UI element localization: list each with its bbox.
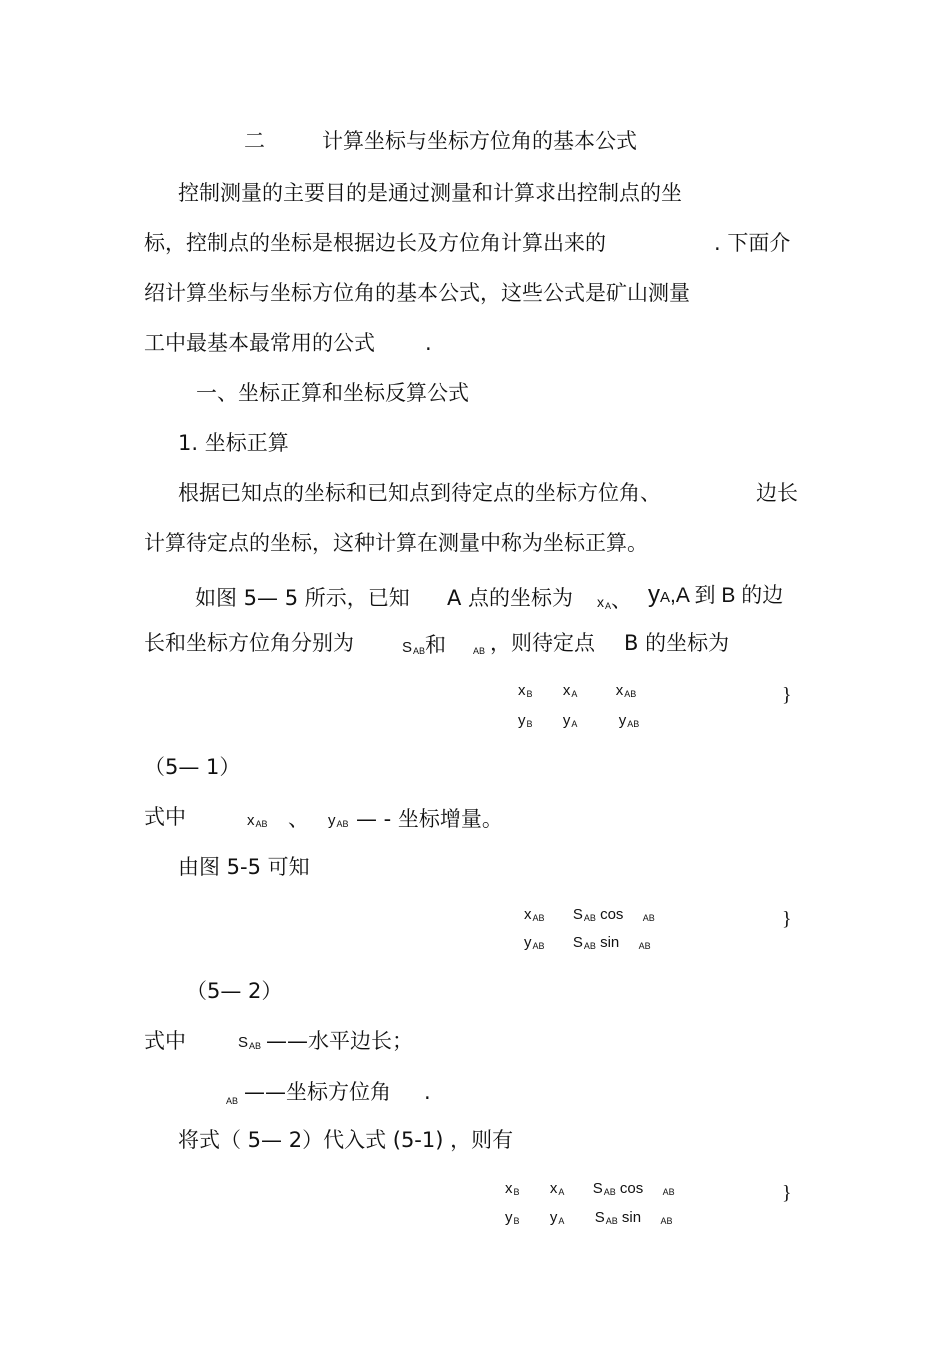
para3-line-1a: 如图 5— 5 所示，已知 [195, 586, 410, 610]
eq1-brace: } [782, 684, 792, 706]
where2-s-desc: ——水平边长； [266, 1029, 413, 1053]
from-figure-line: 由图 5-5 可知 [178, 855, 310, 879]
where2-a-desc: ——坐标方位角 [244, 1080, 391, 1104]
para3-line-2a: 长和坐标方位角分别为 [144, 631, 354, 655]
where2-s: $S_{AB}$ [238, 1034, 262, 1051]
substitute-line: 将式（ 5— 2）代入式 (5-1) ，则有 [178, 1128, 514, 1152]
where2-alpha-sub: AB [226, 1096, 239, 1106]
eq2-row-1: $x_{AB}$ $S_{AB}$ cos $_{AB}$ [524, 906, 655, 923]
para2-line-2: 计算待定点的坐标，这种计算在测量中称为坐标正算。 [144, 531, 648, 555]
para3-s-ab: $S_{AB}$和 [402, 633, 447, 657]
eq3-row-1: $x_B$ $x_A$ $S_{AB}$ cos $_{AB}$ [505, 1180, 675, 1197]
heading-title: 计算坐标与坐标方位角的基本公式 [322, 129, 637, 153]
para2-line-1-end: 边长 [756, 481, 798, 505]
para3-xa: $x_A$、 [597, 588, 633, 612]
where2-label: 式中 [144, 1029, 186, 1053]
where1-label: 式中 [144, 805, 186, 829]
para2-line-1: 根据已知点的坐标和已知点到待定点的坐标方位角、 [178, 481, 661, 505]
para3-line-2c: B 的坐标为 [624, 631, 730, 655]
heading-number: 二 [244, 129, 265, 153]
para3-line-1b: A 点的坐标为 [447, 586, 574, 610]
para3-line-2b: ，则待定点 [490, 631, 595, 655]
subsection-heading: 1. 坐标正算 [178, 431, 289, 455]
where1-sep: 、 [288, 807, 309, 831]
para3-alpha-sub: AB [473, 646, 486, 656]
where1-x: $x_{AB}$ [247, 812, 268, 829]
where2-dot: . [424, 1080, 431, 1104]
eq1-label: （5— 1） [144, 755, 241, 779]
intro-line-2-end: . 下面介 [714, 231, 791, 255]
intro-line-4-dot: . [425, 331, 432, 355]
intro-line-4: 工中最基本最常用的公式 [144, 331, 375, 355]
para3-ya: yA,A 到 B 的边 [648, 581, 784, 608]
where1-y: $y_{AB}$ [328, 812, 349, 829]
eq2-row-2: $y_{AB}$ $S_{AB}$ sin $_{AB}$ [524, 934, 651, 951]
eq2-label: （5— 2） [186, 979, 283, 1003]
where1-desc: — - 坐标增量。 [356, 807, 503, 831]
intro-line-2: 标，控制点的坐标是根据边长及方位角计算出来的 [144, 231, 606, 255]
intro-line-3: 绍计算坐标与坐标方位角的基本公式，这些公式是矿山测量 [144, 281, 690, 305]
eq2-brace: } [782, 908, 792, 930]
eq3-row-2: $y_B$ $y_A$ $S_{AB}$ sin $_{AB}$ [505, 1209, 673, 1226]
section-heading: 一、坐标正算和坐标反算公式 [196, 381, 469, 405]
eq1-row-1: $x_B$ $x_A$ $x_{AB}$ [518, 682, 637, 699]
eq1-row-2: $y_B$ $y_A$ $y_{AB}$ [518, 712, 640, 729]
intro-line-1: 控制测量的主要目的是通过测量和计算求出控制点的坐 [178, 181, 682, 205]
eq3-brace: } [782, 1182, 792, 1204]
